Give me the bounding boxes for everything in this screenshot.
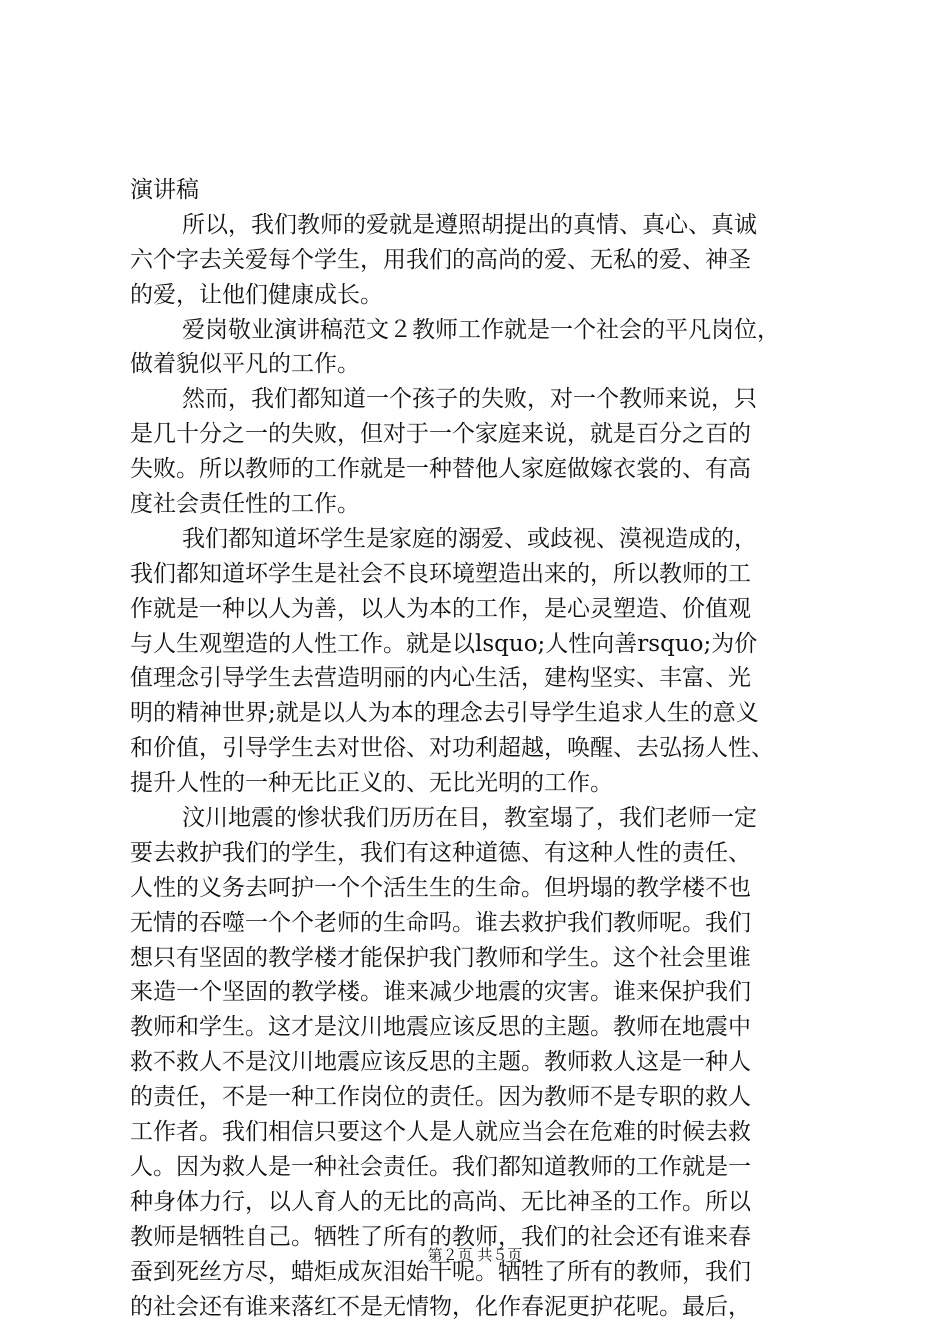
text-line: 来造一个坚固的教学楼。谁来减少地震的灾害。谁来保护我们 [130, 979, 751, 1006]
text-line: 演讲稿 [130, 177, 199, 203]
text-line: 无情的吞噬一个个老师的生命吗。谁去救护我们教师呢。我们 [130, 909, 751, 936]
text-line: 的社会还有谁来落红不是无情物，化作春泥更护花呢。最后， [130, 1293, 751, 1320]
page-footer [0, 1245, 950, 1265]
text-line: 蚕到死丝方尽，蜡炬成灰泪始干呢。牺牲了所有的教师，我们 [130, 1258, 751, 1285]
text-line: 人。因为救人是一种社会责任。我们都知道教师的工作就是一 [130, 1153, 751, 1180]
text-line: 我们都知道坏学生是家庭的溺爱、或歧视、漠视造成的， [182, 525, 757, 552]
text-line: 度社会责任性的工作。 [130, 491, 360, 518]
text-line: 种身体力行，以人育人的无比的高尚、无比神圣的工作。所以 [130, 1188, 751, 1215]
page-number: 第２页 共５页 [427, 1246, 523, 1264]
text-line: 明的精神世界;就是以人为本的理念去引导学生追求人生的意义 [130, 700, 759, 727]
text-line: 失败。所以教师的工作就是一种替他人家庭做嫁衣裳的、有高 [130, 456, 751, 483]
text-line: 的责任，不是一种工作岗位的责任。因为教师不是专职的救人 [130, 1084, 751, 1111]
text-line: 是几十分之一的失败，但对于一个家庭来说，就是百分之百的 [130, 421, 751, 448]
text-line: 做着貌似平凡的工作。 [130, 351, 360, 378]
text-line: 的爱，让他们健康成长。 [130, 281, 383, 308]
text-line: 与人生观塑造的人性工作。就是以lsquo;人性向善rsquo;为价 [130, 630, 758, 657]
text-line: 工作者。我们相信只要这个人是人就应当会在危难的时候去救 [130, 1119, 751, 1146]
text-line: 要去救护我们的学生，我们有这种道德、有这种人性的责任、 [130, 839, 751, 866]
text-line: 爱岗敬业演讲稿范文２教师工作就是一个社会的平凡岗位， [182, 316, 780, 343]
text-line: 救不救人不是汶川地震应该反思的主题。教师救人这是一种人 [130, 1049, 751, 1076]
text-line: 想只有坚固的教学楼才能保护我门教师和学生。这个社会里谁 [130, 944, 751, 971]
text-line: 所以，我们教师的爱就是遵照胡提出的真情、真心、真诚 [182, 211, 757, 238]
text-line: 教师和学生。这才是汶川地震应该反思的主题。教师在地震中 [130, 1014, 751, 1041]
text-line: 教师是牺牲自己。牺牲了所有的教师，我们的社会还有谁来春 [130, 1223, 751, 1250]
text-line: 值理念引导学生去营造明丽的内心生活，建构坚实、丰富、光 [130, 665, 751, 692]
text-line: 提升人性的一种无比正义的、无比光明的工作。 [130, 770, 613, 797]
text-line: 汶川地震的惨状我们历历在目，教室塌了，我们老师一定 [182, 805, 757, 832]
text-line: 我们都知道坏学生是社会不良环境塑造出来的，所以教师的工 [130, 560, 751, 587]
text-line: 然而，我们都知道一个孩子的失败，对一个教师来说，只 [182, 386, 757, 413]
text-line: 作就是一种以人为善，以人为本的工作，是心灵塑造、价值观 [130, 595, 751, 622]
text-line: 和价值，引导学生去对世俗、对功利超越，唤醒、去弘扬人性、 [130, 735, 774, 762]
document-body [130, 173, 830, 1324]
text-line: 人性的义务去呵护一个个活生生的生命。但坍塌的教学楼不也 [130, 874, 751, 901]
text-line: 六个字去关爱每个学生，用我们的高尚的爱、无私的爱、神圣 [130, 246, 751, 273]
